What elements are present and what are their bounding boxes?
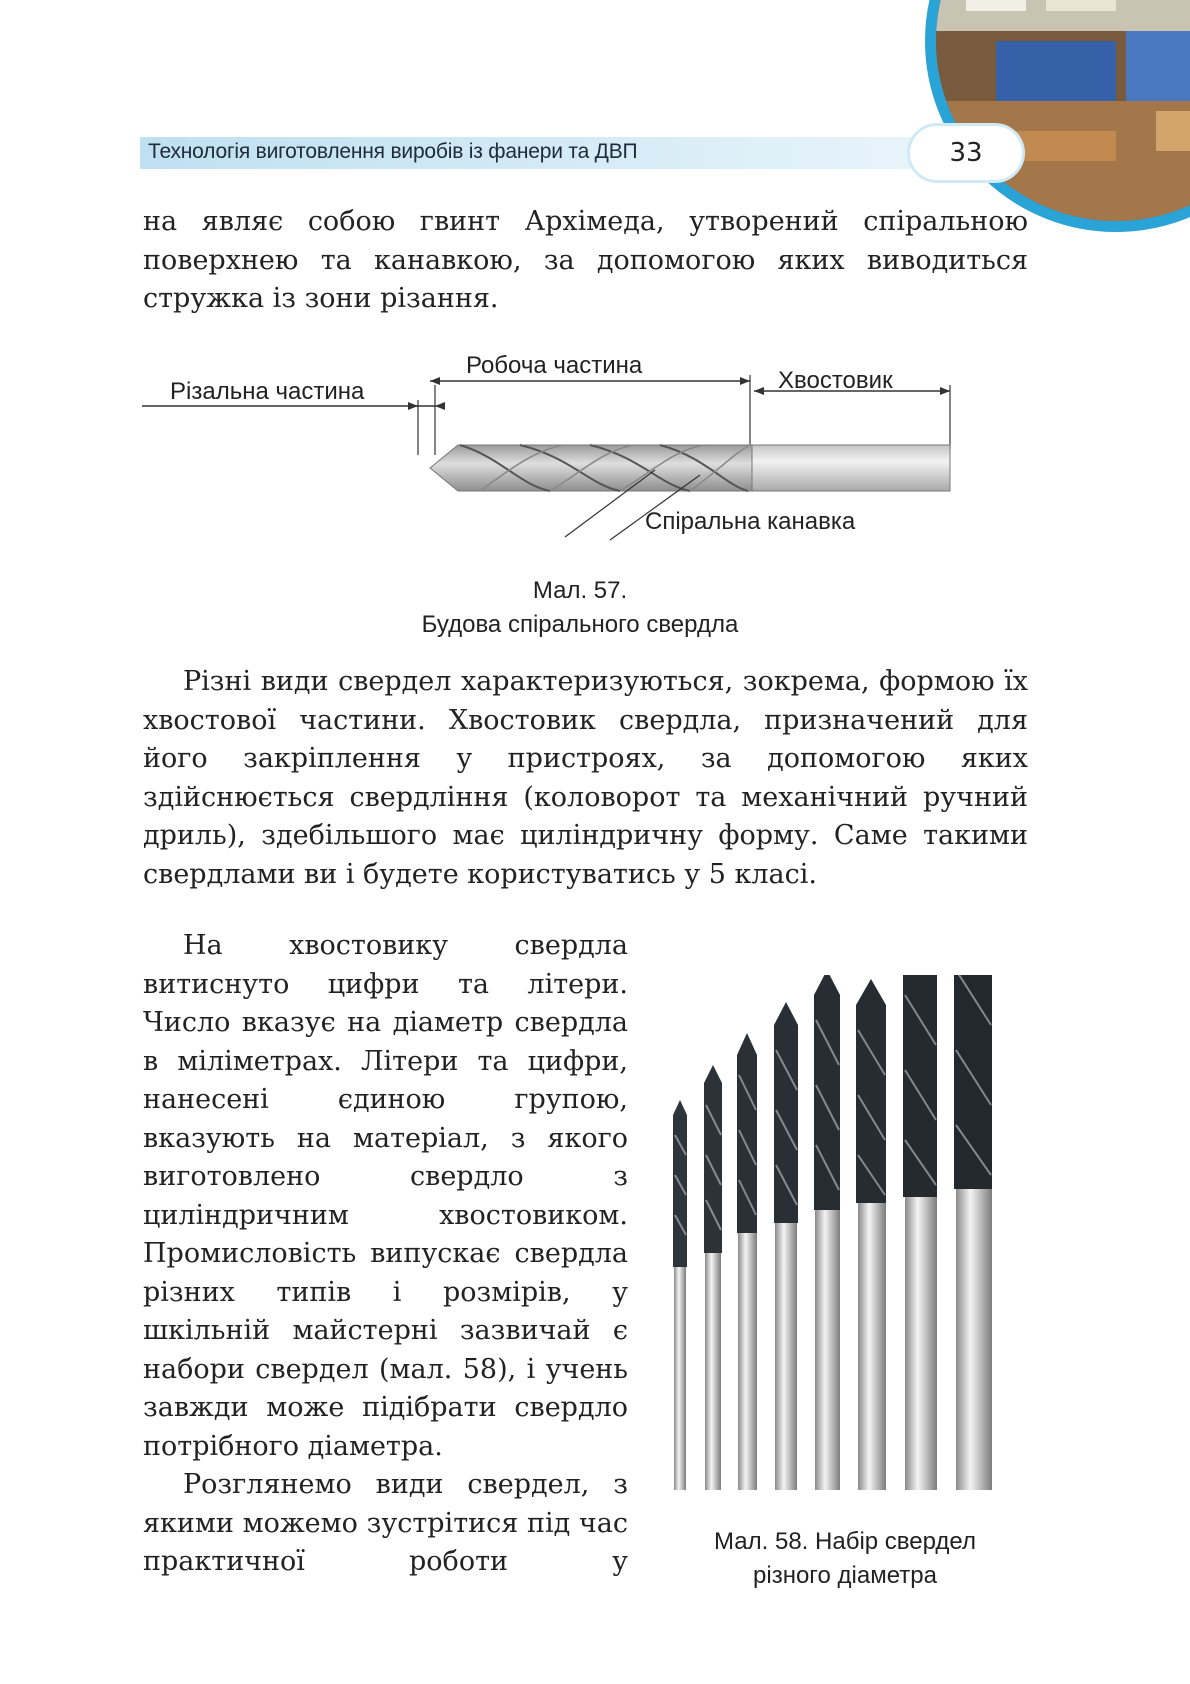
paragraph-drill-kinds: Розглянемо види свердел, з якими можемо зустрітися під час практичної роботи у bbox=[143, 1469, 628, 1577]
page-number: 33 bbox=[910, 126, 1022, 180]
intro-paragraph: на являє собою гвинт Архімеда, утворений спіральною поверхнею та канавкою, за допомогою яких виводиться стружка із зони різання. bbox=[143, 206, 1028, 314]
figure-57-caption bbox=[340, 574, 820, 642]
figure-57-number: Мал. 57. bbox=[532, 577, 628, 604]
label-shank: Хвостовик bbox=[778, 367, 893, 394]
figure-58-title-line2: різного діаметра bbox=[753, 1562, 937, 1589]
label-cutting-part: Різальна частина bbox=[170, 378, 365, 405]
figure-58-caption bbox=[680, 1525, 1010, 1593]
paragraph-drill-types: Різні види свердел характеризуються, зокрема, формою їх хвостової частини. Хвостовик свердла, призначений для його закріплення у пристроях, за допомогою яких здійснюється свердління (коловорот та механічний ручний дриль), здебільшого має циліндричну форму. Саме такими свердлами ви і будете користуватись у 5 класі. bbox=[143, 666, 1028, 890]
figure-58-title-line1: Мал. 58. Набір свердел bbox=[714, 1528, 976, 1555]
figure-57-title: Будова спірального свердла bbox=[421, 611, 739, 638]
header-workshop-photo bbox=[925, 0, 1190, 232]
label-spiral-groove: Спіральна канавка bbox=[645, 508, 856, 535]
chapter-title: Технологія виготовлення виробів із фанери та ДВП bbox=[148, 140, 638, 163]
drill-shank bbox=[750, 445, 950, 491]
paragraph-drill-markings: На хвостовику свердла витиснуто цифри та літери. Число вказує на діаметр свердла в міліметрах. Літери та цифри, нанесені єдиною групою, вказують на матеріал, з якого виготовлено свердло з циліндричним хвостовиком. Промисловість випускає свердла різних типів і розмірів, у шкільній майстерні зазвичай є набори свердел (мал. 58), і учень завжди може підібрати свердло потрібного діаметра. bbox=[143, 930, 628, 1462]
drill-set-photo bbox=[660, 975, 1030, 1500]
label-working-part: Робоча частина bbox=[466, 352, 643, 379]
